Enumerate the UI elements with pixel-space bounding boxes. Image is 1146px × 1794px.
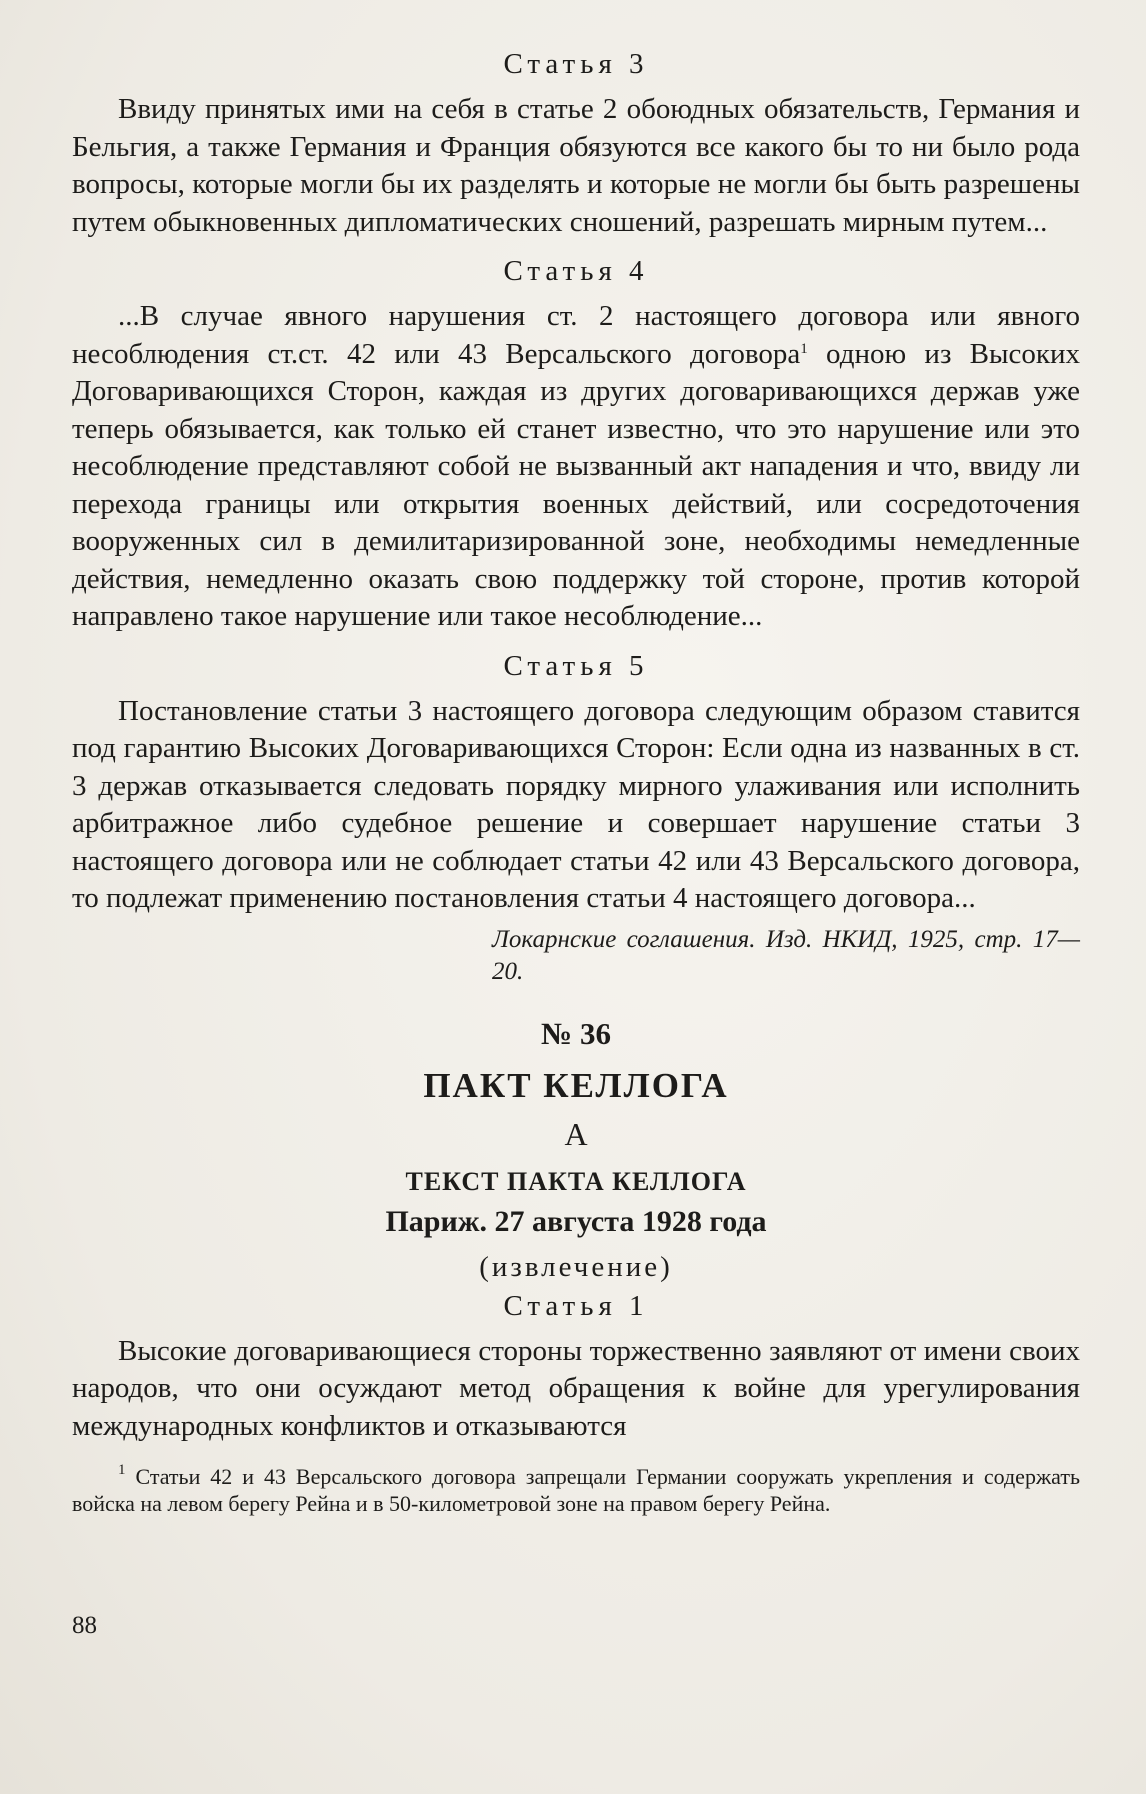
article-1-heading: Статья 1 bbox=[503, 1289, 649, 1322]
page-content bbox=[72, 40, 1080, 1539]
article-4-text-part-2: одною из Высоких Договаривающихся Сторон, каждая из других договаривающихся держав уже теперь обязывается, как только ей станет известно, что это нарушение или это несоблюдение представляют собой не вызванный акт нападения и что, ввиду ли перехода границы или открытия военных действий, или сосредоточения вооруженных сил в демилитаризированной зоне, необходимы немедленные действия, немедленно оказать свою поддержку той стороне, против которой направлено такое нарушение или такое несоблюдение... bbox=[72, 337, 1080, 632]
footnote-reference: 1 bbox=[800, 340, 808, 357]
page-number: 88 bbox=[72, 1612, 97, 1639]
document-subtitle: ТЕКСТ ПАКТА КЕЛЛОГА bbox=[405, 1166, 747, 1196]
document-title: ПАКТ КЕЛЛОГА bbox=[423, 1065, 729, 1105]
document-number: № 36 bbox=[541, 1015, 611, 1051]
footnote-mark: 1 bbox=[118, 1462, 126, 1478]
section-letter: А bbox=[564, 1115, 588, 1152]
extract-note: (извлечение) bbox=[479, 1250, 673, 1283]
article-4-heading: Статья 4 bbox=[503, 255, 649, 287]
article-5-heading: Статья 5 bbox=[503, 649, 649, 682]
article-5-text: Постановление статьи 3 настоящего договора следующим образом ставится под гарантию Высоких Договаривающихся Сторон: Если одна из названных в ст. 3 держав отказывается следовать порядку мирного улаживания или исполнить арбитражное либо судебное решение и совершает нарушение статьи 3 настоящего договора или не соблюдает статьи 42 или 43 Версальского договора, то подлежат применению постановления статьи 4 настоящего договора... bbox=[72, 694, 1080, 914]
article-1-text: Высокие договаривающиеся стороны торжественно заявляют от имени своих народов, что они осуждают метод обращения к войне для урегулирования международных конфликтов и отказываются bbox=[72, 1334, 1080, 1442]
article-4-text-part-1: ...В случае явного нарушения ст. 2 настоящего договора или явного несоблюдения ст.ст. 42 или 43 Версальского договора bbox=[72, 300, 1080, 370]
source-citation: Локарнские соглашения. Изд. НКИД, 1925, стр. 17—20. bbox=[492, 925, 1080, 985]
document-date: Париж. 27 августа 1928 года bbox=[385, 1204, 767, 1238]
article-4-text bbox=[72, 298, 1080, 636]
article-3-heading: Статья 3 bbox=[503, 48, 649, 80]
footnote-text: Статьи 42 и 43 Версальского договора запрещали Германии сооружать укрепления и содержать войска на левом берегу Рейна и в 50-километровой зоне на правом берегу Рейна. bbox=[72, 1464, 1080, 1516]
footnote bbox=[72, 1463, 1080, 1517]
article-3-text: Ввиду принятых ими на себя в статье 2 обоюдных обязательств, Германия и Бельгия, а также Германия и Франция обязуются все какого бы то ни было рода вопросы, которые могли бы их разделять и которые не могли бы быть разрешены путем обыкновенных дипломатических сношений, разрешать мирным путем... bbox=[72, 93, 1080, 238]
